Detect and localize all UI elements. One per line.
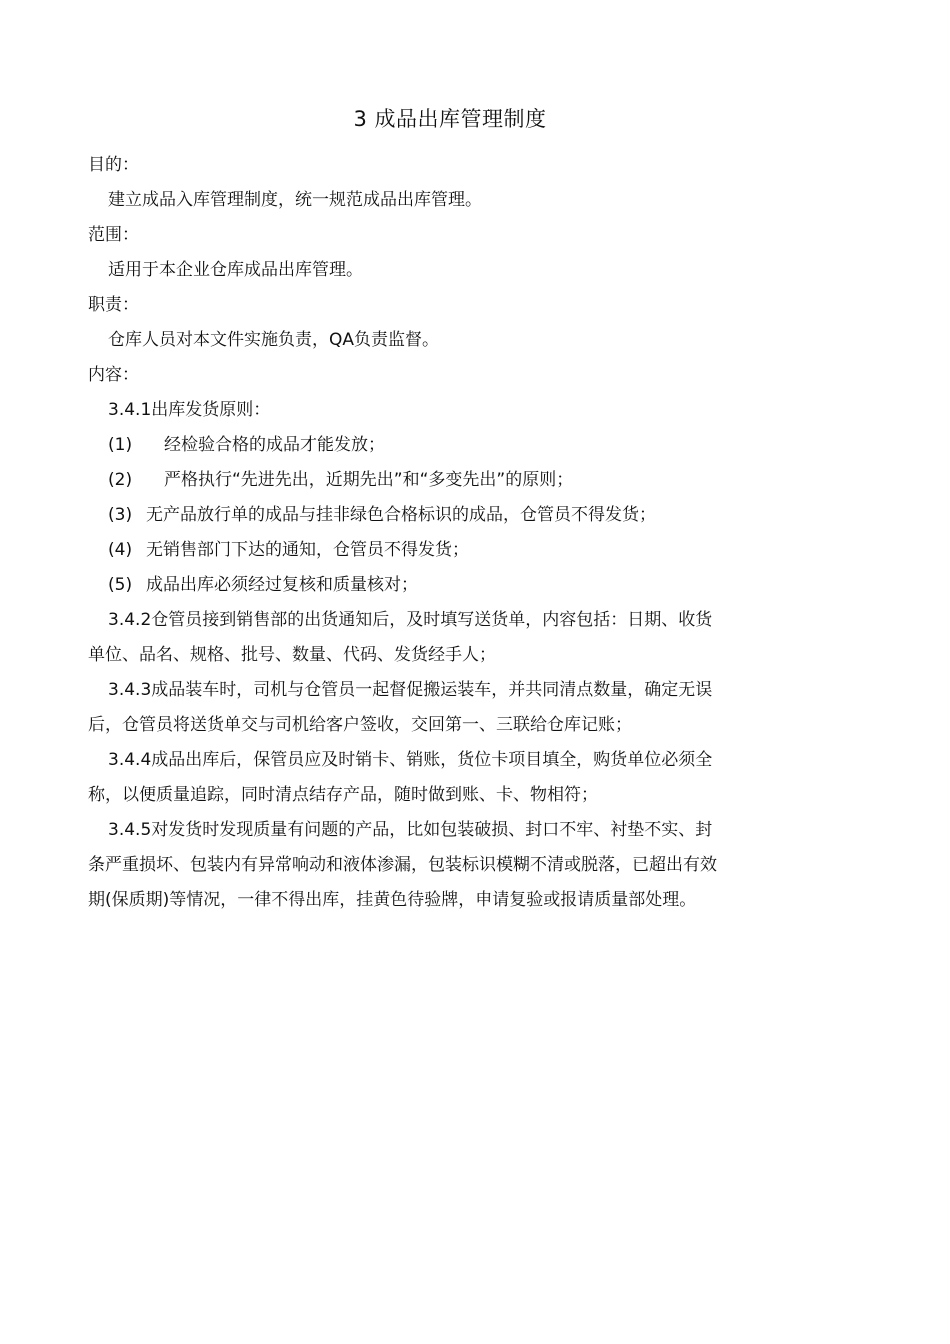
section-3-4-2-line-2: 单位、品名、规格、批号、数量、代码、发货经手人； [88,645,496,665]
list-item-number: (4) [108,540,133,560]
section-3-4-4-line-2: 称，以便质量追踪，同时清点结存产品，随时做到账、卡、物相符； [88,785,598,805]
list-item-number: (5) [108,575,133,595]
section-3-4-5-line-2: 条严重损坏、包装内有异常响动和液体渗漏，包装标识模糊不清或脱落，已超出有效 [88,855,717,875]
purpose-text: 建立成品入库管理制度，统一规范成品出库管理。 [108,190,482,210]
scope-heading: 范围： [88,225,139,245]
section-3-4-2-line-1: 3.4.2仓管员接到销售部的出货通知后，及时填写送货单，内容包括：日期、收货 [108,610,713,630]
responsibility-text: 仓库人员对本文件实施负责，QA负责监督。 [108,330,440,350]
document-title: 3 成品出库管理制度 [353,107,547,131]
list-item-text: 无产品放行单的成品与挂非绿色合格标识的成品，仓管员不得发货； [146,505,656,525]
list-item-text: 成品出库必须经过复核和质量核对； [146,575,418,595]
section-3-4-4-line-1: 3.4.4成品出库后，保管员应及时销卡、销账，货位卡项目填全，购货单位必须全 [108,750,713,770]
list-item [88,533,808,568]
list-item-number: (2) [108,470,133,490]
list-item-text: 无销售部门下达的通知，仓管员不得发货； [146,540,469,560]
responsibility-heading: 职责： [88,295,139,315]
list-item-text: 严格执行“先进先出，近期先出”和“多变先出”的原则； [164,470,574,490]
section-3-4-5-line-1: 3.4.5对发货时发现质量有问题的产品，比如包装破损、封口不牢、衬垫不实、封 [108,820,713,840]
content-heading: 内容： [88,365,139,385]
section-3-4-3-line-2: 后，仓管员将送货单交与司机给客户签收，交回第一、三联给仓库记账； [88,715,632,735]
scope-text: 适用于本企业仓库成品出库管理。 [108,260,363,280]
section-3-4-1-heading: 3.4.1出库发货原则： [108,400,271,420]
list-item-number: (3) [108,505,133,525]
list-item [88,498,808,533]
document-body [88,148,808,918]
list-item [88,568,808,603]
list-item [88,463,808,498]
list-item-text: 经检验合格的成品才能发放； [164,435,385,455]
list-item-number: (1) [108,435,133,455]
purpose-heading: 目的： [88,155,139,175]
section-3-4-3-line-1: 3.4.3成品装车时，司机与仓管员一起督促搬运装车，并共同清点数量，确定无误 [108,680,713,700]
list-item [88,428,808,463]
section-3-4-5-line-3: 期(保质期)等情况，一律不得出库，挂黄色待验牌，申请复验或报请质量部处理。 [88,890,697,910]
